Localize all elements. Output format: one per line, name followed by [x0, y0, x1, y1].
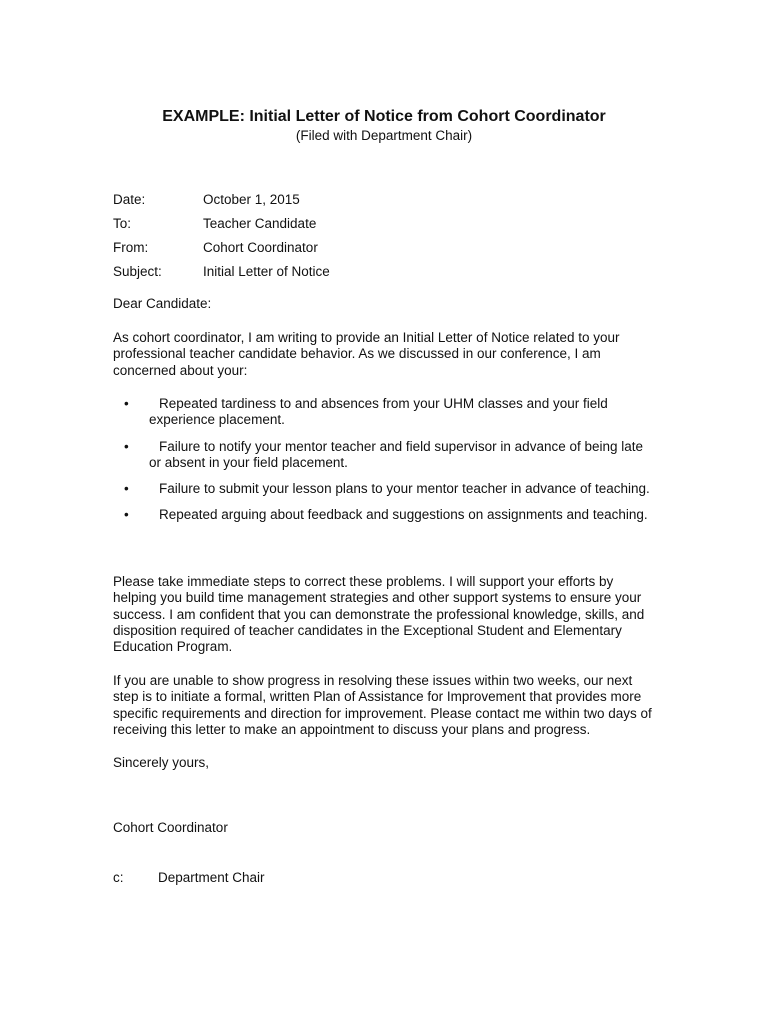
bullet-icon: •: [124, 507, 129, 523]
support-paragraph: Please take immediate steps to correct these problems. I will support your efforts by helping you build time management strategies and other support systems to ensure your success. I am confident that you can demonstrate the professional knowledge, skills, and disposition required of teacher candidates in the Exceptional Student and Elementary Education Program.: [113, 574, 645, 655]
list-item-text: Failure to notify your mentor teacher and field supervisor in advance of being late or absent in your field placement.: [149, 438, 644, 470]
list-item-text: Repeated arguing about feedback and suggestions on assignments and teaching.: [159, 507, 648, 523]
list-item: [113, 481, 658, 497]
signature: Cohort Coordinator: [113, 820, 228, 835]
meta-key: Date:: [113, 192, 146, 207]
bullet-icon: •: [124, 481, 129, 497]
meta-row-subject: [113, 263, 330, 287]
meta-row-date: [113, 191, 330, 215]
list-item: [113, 439, 658, 472]
letter-subtitle: (Filed with Department Chair): [295, 128, 473, 143]
meta-value: Cohort Coordinator: [203, 240, 318, 255]
meta-key: Subject:: [113, 264, 162, 279]
bullet-icon: •: [124, 438, 129, 454]
list-item: [113, 396, 658, 429]
next-steps-paragraph: If you are unable to show progress in resolving these issues within two weeks, our next step is to initiate a formal, written Plan of Assistance for Improvement that provides more specific requirements and direction for improvement. Please contact me within two days of receiving this letter to make an appointment to discuss your plans and progress.: [113, 673, 652, 737]
intro-paragraph: As cohort coordinator, I am writing to provide an Initial Letter of Notice related to your professional teacher candidate behavior. As we discussed in our conference, I am concerned about your:: [113, 330, 620, 378]
cc-value: Department Chair: [158, 870, 265, 885]
list-item: [113, 507, 658, 523]
concerns-list: [113, 396, 658, 534]
salutation: Dear Candidate:: [113, 296, 212, 311]
carbon-copy-line: [113, 869, 265, 886]
meta-value: Teacher Candidate: [203, 216, 317, 231]
meta-value: October 1, 2015: [203, 192, 300, 207]
bullet-icon: •: [124, 396, 129, 411]
letter-title: EXAMPLE: Initial Letter of Notice from Cohort Coordinator: [162, 108, 606, 125]
closing: Sincerely yours,: [113, 755, 210, 770]
list-item-text: Failure to submit your lesson plans to your mentor teacher in advance of teaching.: [159, 481, 650, 497]
meta-key: From:: [113, 240, 149, 255]
cc-key: c:: [113, 870, 124, 885]
meta-key: To:: [113, 216, 132, 231]
meta-row-to: [113, 215, 330, 239]
letter-meta-block: [113, 191, 330, 287]
meta-value: Initial Letter of Notice: [203, 264, 330, 279]
list-item-text: Repeated tardiness to and absences from your UHM classes and your field experience placement.: [149, 396, 608, 428]
meta-row-from: [113, 239, 330, 263]
